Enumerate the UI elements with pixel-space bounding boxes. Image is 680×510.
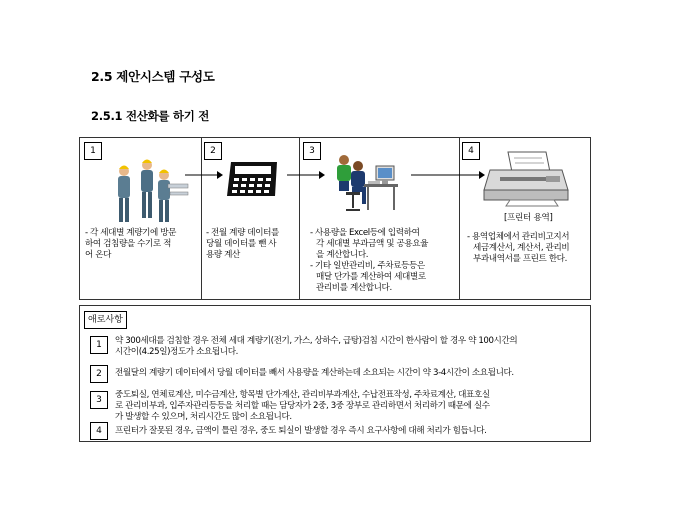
issue-number-4: 4 bbox=[90, 422, 108, 440]
workers-icon bbox=[110, 156, 190, 224]
section-title: 2.5 제안시스템 구성도 bbox=[91, 69, 215, 84]
issue-number-3: 3 bbox=[90, 391, 108, 409]
calculator-icon bbox=[225, 158, 281, 200]
printer-caption: [프린터 용역] bbox=[504, 213, 553, 223]
step-number-2: 2 bbox=[204, 142, 222, 160]
step-4-text: - 용역업체에서 관리비고지서 세금계산서, 계산서, 관리비 부과내역서를 프린트 한다. bbox=[467, 232, 570, 264]
step-number-3: 3 bbox=[303, 142, 321, 160]
step-1-text: - 각 세대별 계량기에 방문 하여 검침량을 수기로 적 어 온다 bbox=[85, 228, 177, 260]
printer-icon bbox=[480, 150, 572, 208]
subsection-title: 2.5.1 전산화를 하기 전 bbox=[91, 109, 210, 123]
issue-4-text: 프린터가 잘못된 경우, 금액이 틀린 경우, 중도 퇴실이 발생할 경우 즉시 요구사항에 대해 처리가 힘듭니다. bbox=[115, 426, 487, 436]
computer-user-icon bbox=[322, 152, 402, 214]
step-number-4: 4 bbox=[462, 142, 480, 160]
arrow-right-icon bbox=[185, 170, 223, 180]
step-2-text: - 전월 계량 데이터를 당월 데이터를 뺀 사 용량 계산 bbox=[206, 228, 279, 260]
process-table bbox=[79, 137, 591, 300]
step-3-text: - 사용량을 Excel등에 입력하여 각 세대별 부과금액 및 공용요율 을 계산합니다. - 기타 일반관리비, 주차료등등은 매달 단가를 계산하여 세대별로 관리비를 계산합니다. bbox=[310, 228, 429, 293]
issue-3-text: 중도퇴실, 연체료계산, 미수금계산, 항목별 단가계산, 관리비부과계산, 수납전표작성, 주차료계산, 대표호실 로 관리비부과, 입주자관리등등을 처리할 때는 담당자가 2중, 3중 장부로 관리하면서 처리하기 때문에 실수 가 발생할 수 있으며, 처리시간도 많이 소요됩니다. bbox=[115, 390, 490, 422]
arrow-right-icon bbox=[411, 170, 485, 180]
step-number-1: 1 bbox=[84, 142, 102, 160]
issue-number-1: 1 bbox=[90, 336, 108, 354]
issue-2-text: 전월달의 계량기 데이터에서 당월 데이터를 빼서 사용량을 계산하는데 소요되는 시간이 약 3-4시간이 소요됩니다. bbox=[115, 368, 514, 378]
issues-title: 애로사항 bbox=[84, 311, 127, 329]
arrow-right-icon bbox=[287, 170, 325, 180]
issue-number-2: 2 bbox=[90, 365, 108, 383]
issues-table bbox=[79, 305, 591, 442]
issue-1-text: 약 300세대를 검침할 경우 전체 세대 계량기(전기, 가스, 상하수, 급탕)검침 시간이 한사람이 할 경우 약 100시간의 시간이(4.25일)정도가 소요됩니다. bbox=[115, 336, 518, 357]
